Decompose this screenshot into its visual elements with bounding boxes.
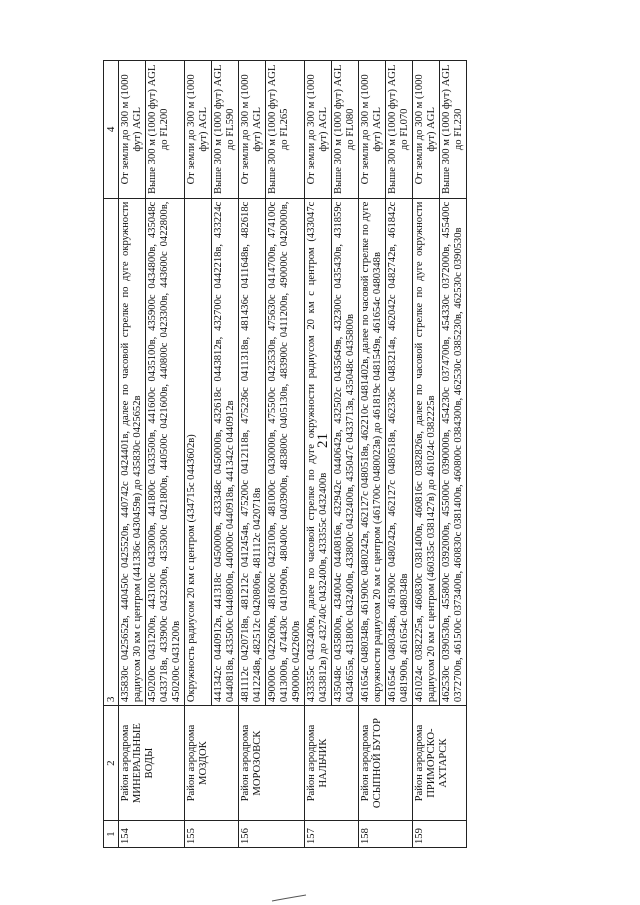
region-prefix: Район аэродрома bbox=[120, 724, 131, 802]
region-prefix: Район аэродрома bbox=[240, 724, 251, 802]
region-cell bbox=[119, 706, 185, 821]
row-number: 157 bbox=[305, 821, 359, 848]
altitude-cell: Выше 300 м (1000 фут) AGL до FL590 bbox=[212, 61, 239, 199]
header-col-4: 4 bbox=[104, 61, 119, 199]
region-cell bbox=[185, 706, 239, 821]
coordinates-cell: 441342с 0440912в, 441318с 0450000в, 433348с 0450000в, 432618с 0443812в, 432700с 0442218в, 433224с 0440818в, 433500с 0440800в, 440000с 0440918в, 441342с 0440912в bbox=[212, 198, 239, 705]
coordinates-cell: 450200с 0431200в, 443100с 0433000в, 441800с 0433500в, 441600с 0435100в, 435900с 0434800в, 435048с 0433718в, 433900с 0432300в, 435300с 0421800в, 440500с 0421600в, 440800с 0423300в, 443600с 0422800в, 450200с 0431200в bbox=[146, 198, 185, 705]
airspace-table bbox=[103, 60, 467, 848]
header-row bbox=[104, 61, 119, 848]
table-row bbox=[359, 61, 386, 848]
altitude-cell: Выше 300 м (1000 фут) AGL до FL200 bbox=[146, 61, 185, 199]
altitude-cell: От земли до 300 м (1000 фут) AGL bbox=[185, 61, 212, 199]
altitude-cell: От земли до 300 м (1000 фут) AGL bbox=[413, 61, 440, 199]
altitude-cell: Выше 300 м (1000 фут) AGL до FL080 bbox=[332, 61, 359, 199]
region-cell bbox=[413, 706, 467, 821]
coordinates-cell: 435830с 0425652в, 440450с 0425520в, 440742с 0424401в, далее по часовой стрелке по дуге окружности радиусом 30 км с центром (441336с 0430459в) до 435830с 0425652в bbox=[119, 198, 146, 705]
coordinates-cell: 461654с 0480348в, 461900с 0480242в, 462127с 0480518в, 462336с 0483214в, 462042с 0482742в, 461842с 0481900в, 461654с 0480348в bbox=[386, 198, 413, 705]
region-name: МОРОЗОВСК bbox=[252, 730, 263, 796]
region-prefix: Район аэродрома bbox=[186, 724, 197, 802]
region-prefix: Район аэродрома bbox=[414, 724, 425, 802]
row-number: 158 bbox=[359, 821, 413, 848]
page-number: 21 bbox=[315, 433, 331, 448]
coordinates-cell: 490000с 0422600в, 481600с 0423100в, 481000с 0430000в, 475500с 0423530в, 475630с 0414700в, 474100с 0413000в, 474430с 0410900в, 480400с 0403900в, 483800с 0405130в, 483900с 0411200в, 490000с 0420000в, 490000с 0422600в bbox=[266, 198, 305, 705]
altitude-cell: От земли до 300 м (1000 фут) AGL bbox=[239, 61, 266, 199]
coordinates-cell: 461654с 0480348в, 461900с 0480242в, 462127с 0480518в, 462210с 0481402в, далее по часовой стрелке по дуге окружности радиусом 20 км с центром (461700с 0480023в) до 461819с 0481549в, 461654с 0480348в bbox=[359, 198, 386, 705]
rotated-table-container bbox=[103, 60, 603, 848]
region-prefix: Район аэродрома bbox=[360, 724, 371, 802]
coordinates-cell: 462530с 0390530в, 455800с 0392000в, 455000с 0390000в, 454230с 0374700в, 454330с 0372000в, 455400с 0372700в, 461500с 0373400в, 460830с 0381400в, 460800с 0384300в, 462530с 0385230в, 462530с 0390530в bbox=[440, 198, 467, 705]
header-col-3: 3 bbox=[104, 198, 119, 705]
coordinates-cell: 435048с 0435800в, 434004с 0440816в, 432942с 0440642в, 432502с 0435649в, 432300с 0435430в, 431859с 0434655в, 431800с 0432400в, 433800с 0432400в, 435047с 0433713в, 435048с 0435800в bbox=[332, 198, 359, 705]
region-cell bbox=[239, 706, 305, 821]
region-cell bbox=[305, 706, 359, 821]
altitude-cell: От земли до 300 м (1000 фут) AGL bbox=[119, 61, 146, 199]
altitude-cell: Выше 300 м (1000 фут) AGL до FL230 bbox=[440, 61, 467, 199]
region-name: НАЛЬЧИК bbox=[318, 738, 329, 788]
row-number: 155 bbox=[185, 821, 239, 848]
altitude-cell: От земли до 300 м (1000 фут) AGL bbox=[359, 61, 386, 199]
table-row bbox=[185, 61, 212, 848]
header-col-1: 1 bbox=[104, 821, 119, 848]
region-name: МОЗДОК bbox=[198, 741, 209, 785]
row-number: 154 bbox=[119, 821, 185, 848]
table-row bbox=[413, 61, 440, 848]
altitude-cell: Выше 300 м (1000 фут) AGL до FL265 bbox=[266, 61, 305, 199]
coordinates-cell: Окружность радиусом 20 км с центром (434715с 0443602в) bbox=[185, 198, 212, 705]
region-prefix: Район аэродрома bbox=[306, 724, 317, 802]
table-row bbox=[305, 61, 332, 848]
altitude-cell: От земли до 300 м (1000 фут) AGL bbox=[305, 61, 332, 199]
header-col-2: 2 bbox=[104, 706, 119, 821]
region-name: ОСЫПНОЙ БУГОР bbox=[372, 718, 383, 809]
altitude-cell: Выше 300 м (1000 фут) AGL до FL070 bbox=[386, 61, 413, 199]
region-name: ПРИМОРСКО-АХТАРСК bbox=[426, 728, 449, 798]
coordinates-cell: 481112с 0420718в, 481212с 0412454в, 475200с 0412118в, 475236с 0411318в, 481436с 0411648в, 482618с 0412248в, 482512с 0420806в, 481112с 0420718в bbox=[239, 198, 266, 705]
region-name: МИНЕРАЛЬНЫЕ ВОДЫ bbox=[132, 723, 155, 804]
table-row bbox=[239, 61, 266, 848]
table-row bbox=[119, 61, 146, 848]
pen-mark bbox=[270, 893, 308, 903]
row-number: 159 bbox=[413, 821, 467, 848]
row-number: 156 bbox=[239, 821, 305, 848]
coordinates-cell: 433355с 0432400в, далее по часовой стрелке по дуге окружности радиусом 20 км с центром (433047с 0433812в) до 432740с 0432400в, 433355с 0432400в bbox=[305, 198, 332, 705]
table-body bbox=[119, 61, 467, 848]
region-cell bbox=[359, 706, 413, 821]
coordinates-cell: 461024с 0382225в, 460830с 0381400в, 460816с 0382826в, далее по часовой стрелке по дуге окружности радиусом 20 км с центром (460335с 0381427в) до 461024с 0382225в bbox=[413, 198, 440, 705]
